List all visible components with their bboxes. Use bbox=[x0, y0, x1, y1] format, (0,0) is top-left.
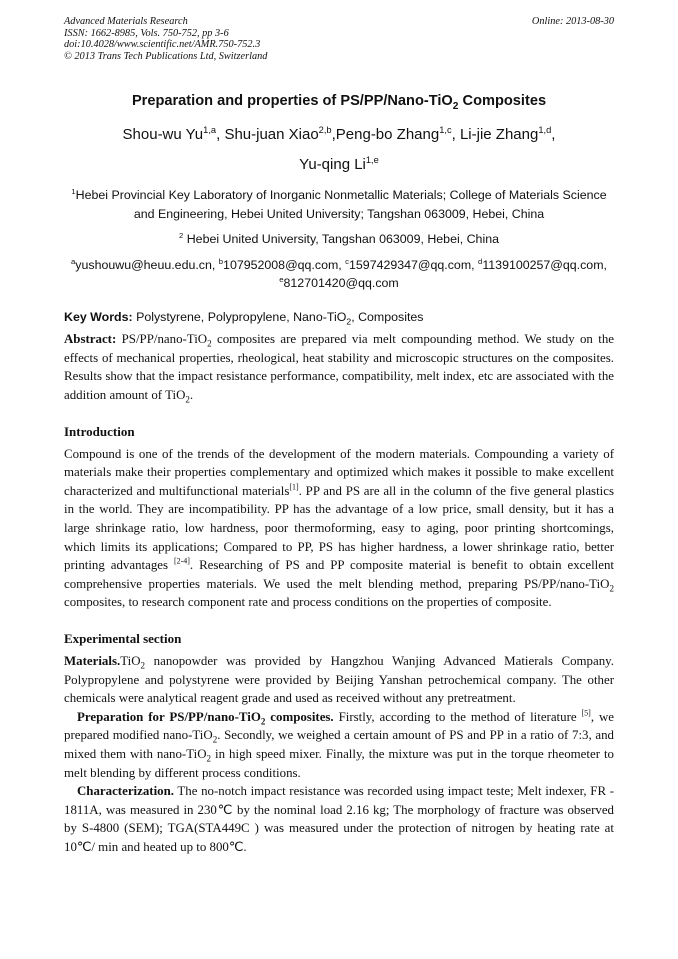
citation: [5] bbox=[581, 708, 591, 718]
journal-header bbox=[64, 16, 614, 62]
affiliation-2: $^2$ Hebei United University, Tangshan 063009, Hebei, China bbox=[179, 231, 499, 247]
paper-title: Preparation and properties of PS/PP/Nano-TiO$_2$ Composites bbox=[131, 93, 547, 113]
journal-issn: ISSN: 1662-8985, Vols. 750-752, pp 3-6 bbox=[64, 27, 229, 39]
email-link[interactable]: yushouwu@heuu.edu.cn, bbox=[75, 258, 219, 273]
email-link[interactable]: 1597429347@qq.com, bbox=[349, 258, 479, 273]
characterization-paragraph: Characterization. The no-notch impact resistance was recorded using impact teste; Melt indexer, FR - 1811A, was measured in 230℃ by the nominal load 2.16 kg; The morphology of fracture was observed by S-4800 (SEM); TGA(STA449C ) was measured under the protection of nitrogen by heating rate at 10℃/ min and heated up to 800℃. bbox=[64, 784, 614, 854]
materials-paragraph: Materials.TiO$_2$ nanopowder was provided by Hangzhou Wanjing Advanced Matierals Company. Polypropylene and polystyrene were provided by Beijing Yanshan petrochemical company. The other chemicals were analytical reagent grade and used as received without any pretreatment. bbox=[64, 654, 614, 706]
author-list bbox=[64, 120, 614, 180]
title-subscript: 2 bbox=[452, 101, 459, 113]
email-link[interactable]: 107952008@qq.com, bbox=[223, 258, 346, 273]
author-affiliation-mark: 1,d bbox=[538, 125, 552, 136]
citation: [1] bbox=[289, 482, 299, 492]
section-heading-experimental: Experimental section bbox=[64, 631, 182, 646]
abstract: Abstract: PS/PP/nano-TiO$_2$ composites are prepared via melt compounding method. We study on the effects of mechanical properties, rheological, heat stability and microscopic structures on the composites. Results show that the impact resistance performance, compatibility, melt index, etc are associated with the addition amount of TiO$_2$. bbox=[64, 332, 614, 405]
email-link[interactable]: 1139100257@qq.com, bbox=[482, 258, 607, 273]
journal-name: Advanced Materials Research bbox=[64, 16, 188, 27]
section-heading-introduction: Introduction bbox=[64, 423, 135, 439]
keywords-label: Key Words: bbox=[64, 310, 133, 325]
author-affiliation-mark: 1,e bbox=[365, 155, 379, 166]
journal-doi: doi:10.4028/www.scientific.net/AMR.750-752.3 bbox=[64, 39, 261, 51]
online-date: Online: 2013-08-30 bbox=[531, 16, 614, 27]
author-affiliation-mark: 2,b bbox=[318, 125, 332, 136]
journal-copyright: © 2013 Trans Tech Publications Ltd, Switzerland bbox=[64, 50, 268, 62]
keywords: Key Words: Polystyrene, Polypropylene, Nano-TiO$_2$, Composites bbox=[64, 310, 424, 327]
author-name: Peng-bo Zhang bbox=[335, 126, 440, 144]
abstract-label: Abstract: bbox=[64, 332, 117, 347]
author-affiliation-mark: 1,c bbox=[439, 125, 452, 136]
email-link[interactable]: 812701420@qq.com bbox=[283, 276, 399, 291]
author-name: Shou-wu Yu bbox=[122, 126, 204, 144]
email-list: $^a$yushouwu@heuu.edu.cn, $^b$107952008@qq.com, $^c$1597429347@qq.com, $^d$1139100257@qq.com, $^e$812701420@qq.com bbox=[71, 257, 607, 291]
author-line-2 bbox=[64, 150, 614, 180]
citation: [2-4] bbox=[173, 556, 190, 566]
affiliation-1: $^1$Hebei Provincial Key Laboratory of Inorganic Nonmetallic Materials; College of Materials Science and Engineering, Hebei United University; Tangshan 063009, Hebei, China bbox=[71, 187, 607, 222]
author-name: Shu-juan Xiao bbox=[224, 126, 319, 144]
preparation-paragraph: Preparation for PS/PP/nano-TiO$_2$ composites. Firstly, according to the method of literature [5], we prepared modified nano-TiO$_2$. Secondly, we weighed a certain amount of PS and PP in a ratio of 7:3, and mixed them with nano-TiO$_2$ in high speed mixer. Finally, the mixture was put in the torque rheometer to melt blending by different process conditions. bbox=[64, 708, 615, 780]
author-line-1: Shou-wu Yu$^{1,a}$, Shu-juan Xiao$^{2,b}$,Peng-bo Zhang$^{1,c}$, Li-jie Zhang$^{1,d}$, bbox=[122, 125, 556, 144]
author-affiliation-mark: 1,a bbox=[203, 125, 217, 136]
introduction-paragraph: Compound is one of the trends of the development of the modern materials. Compounding a variety of materials make their properties complementary and optimized which makes it possible to make excellent characterized and multifunctional materials[1]. PP and PS are all in the column of the five general plastics in the world. They are incompatibility. PP has the advantage of a low price, small density, but it has a large shrinkage ratio, low hardness, poor thermoforming, easy to aging, poor printing shortcomings, which limits its applications; Compared to PP, PS has higher hardness, a lower shrinkage ratio, better printing advantages [2-4]. Researching of PS and PP composite material is benefit to obtain excellent comprehensive properties materials. We used the melt blending method, preparing PS/PP/nano-TiO$_2$ composites, to research component rate and process conditions on the properties of composite. bbox=[64, 446, 614, 610]
author-name: Li-jie Zhang bbox=[459, 126, 539, 144]
author-name: Yu-qing Li bbox=[299, 156, 366, 174]
